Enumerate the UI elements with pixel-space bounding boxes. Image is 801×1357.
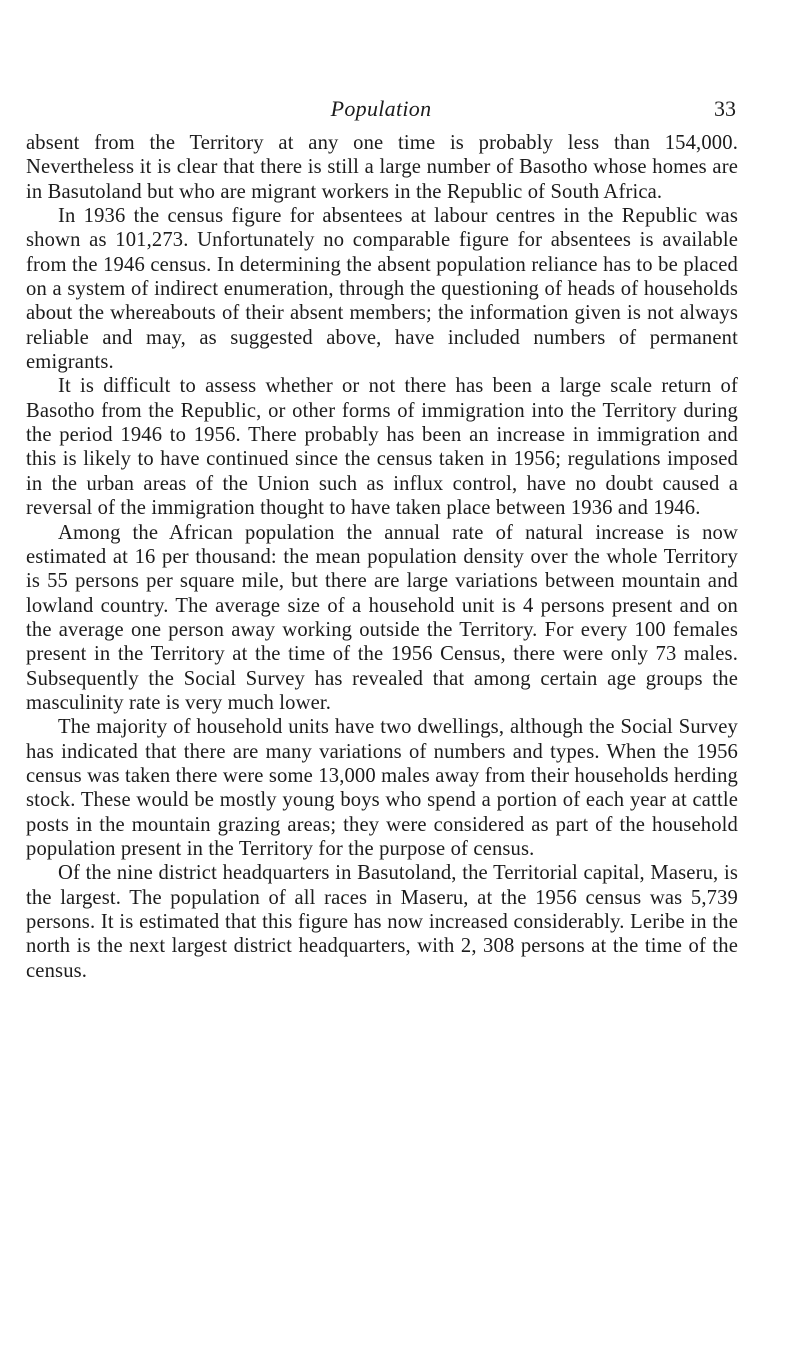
paragraph-5: The majority of household units have two dwellings, although the Social Survey has indicated that there are many variations of numbers and types. When the 1956 census was taken there were some 13,000 males away from their households herding stock. These would be mostly young boys who spend a portion of each year at cattle posts in the mountain grazing areas; they were considered as part of the household population present in the Territory for the purpose of census.: [26, 716, 738, 860]
running-title: Population: [330, 96, 432, 121]
paragraph-2: In 1936 the census figure for absentees at labour centres in the Republic was shown as 101,273. Unfortunately no comparable figure for absentees is available from the 1946 census. In determining the absent population reliance has to be placed on a system of indirect enumeration, through the questioning of heads of households about the whereabouts of their absent members; the information given is not always reliable and may, as suggested above, have included numbers of permanent emigrants.: [26, 205, 738, 374]
body-text: [26, 131, 738, 983]
paragraph-1: absent from the Territory at any one time is probably less than 154,000. Nevertheless it is clear that there is still a large number of Basotho whose homes are in Basutoland but who are migrant workers in the Republic of South Africa.: [26, 132, 738, 203]
paragraph-6: Of the nine district headquarters in Basutoland, the Territorial capital, Maseru, is the largest. The population of all races in Maseru, at the 1956 census was 5,739 persons. It is estimated that this figure has now increased considerably. Leribe in the north is the next largest district headquarters, with 2, 308 persons at the time of the census.: [26, 862, 738, 982]
paragraph-3: It is difficult to assess whether or not there has been a large scale return of Basotho from the Republic, or other forms of immigration into the Territory during the period 1946 to 1956. There probably has been an increase in immigration and this is likely to have continued since the census taken in 1956; regulations imposed in the urban areas of the Union such as influx control, have no doubt caused a reversal of the immigration thought to have taken place between 1936 and 1946.: [26, 375, 738, 520]
page-number: 33: [714, 96, 736, 121]
paragraph-4: Among the African population the annual rate of natural increase is now estimated at 16 per thousand: the mean population density over the whole Territory is 55 persons per square mile, but there are large variations between mountain and lowland country. The average size of a household unit is 4 persons present and on the average one person away working outside the Territory. For every 100 females present in the Territory at the time of the 1956 Census, there were only 73 males. Subsequently the Social Survey has revealed that among certain age groups the masculinity rate is very much lower.: [26, 521, 738, 714]
running-header: [26, 96, 736, 126]
